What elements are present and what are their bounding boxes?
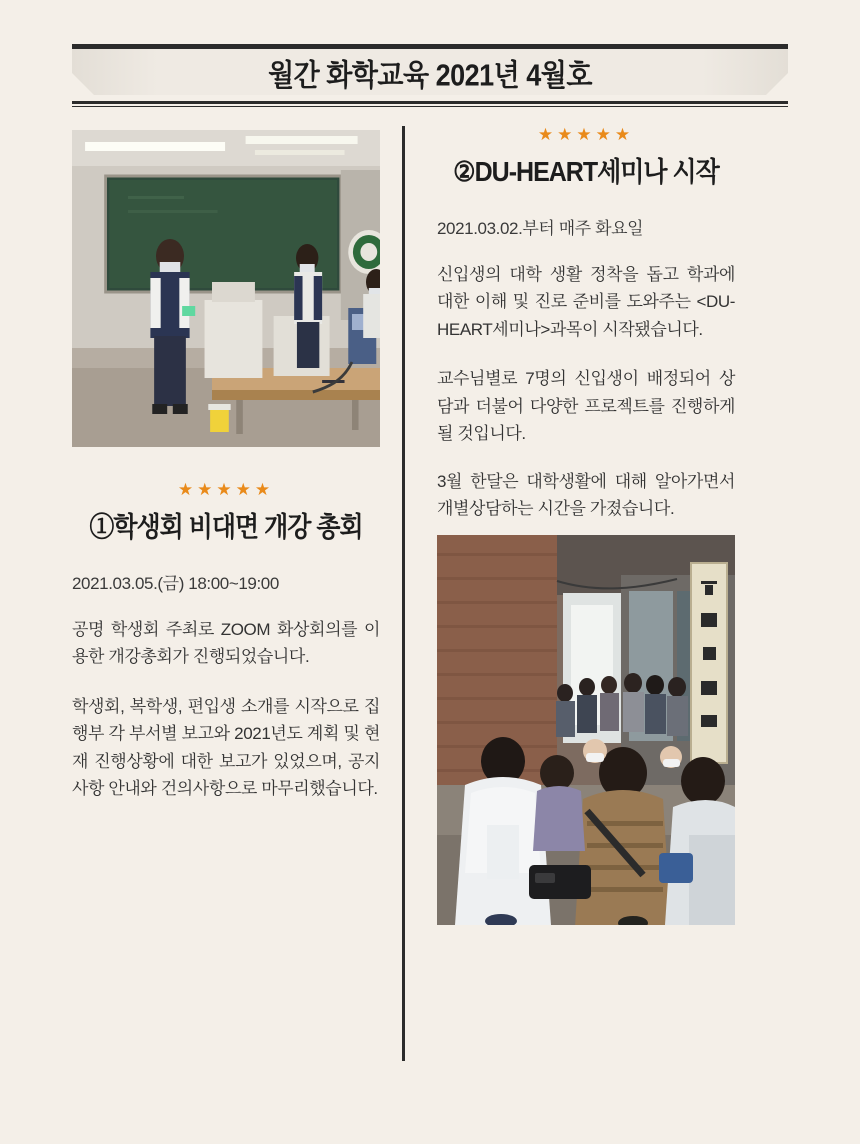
article-two-paragraph-2: 교수님별로 7명의 신입생이 배정되어 상담과 더불어 다양한 프로젝트를 진행하게 될 것입니다. [437,369,735,444]
right-column [405,126,735,1061]
article-one-headline: ①학생회 비대면 개강 총회 [89,511,363,543]
rating-stars: ★★★★★ [537,125,635,144]
columns-container [72,126,788,1061]
left-column [72,126,402,1061]
article-one-subline: 2021.03.05.(금) 18:00~19:00 [72,573,279,593]
rating-stars: ★★★★★ [177,480,275,499]
hallway-photo [437,535,735,925]
page-title: 월간 화학교육 2021년 4월호 [268,58,592,92]
article-one [72,481,380,803]
masthead [72,44,788,104]
masthead-rule-bottom-thin [72,106,788,107]
article-two-headline: ②DU-HEART세미나 시작 [453,156,719,188]
article-one-paragraph-1: 공명 학생회 주최로 ZOOM 화상회의를 이용한 개강총회가 진행되었습니다. [72,619,380,667]
masthead-band [72,49,788,95]
article-two-paragraph-1: 신입생의 대학 생활 정착을 돕고 학과에 대한 이해 및 진로 준비를 도와주는 <DU-HEART세미나>과목이 시작됐습니다. [437,264,735,339]
article-two-subline: 2021.03.02.부터 매주 화요일 [437,218,644,238]
article-two-paragraph-3: 3월 한달은 대학생활에 대해 알아가면서 개별상담하는 시간을 가졌습니다. [437,471,735,519]
article-two [437,126,735,523]
article-one-paragraph-2: 학생회, 복학생, 편입생 소개를 시작으로 집행부 각 부서별 보고와 2021년도 계획 및 현재 진행상황에 대한 보고가 있었으며, 공지사항 안내와 건의사항으로 마무리했습니다. [72,696,380,799]
classroom-photo [72,130,380,447]
masthead-rule-bottom [72,101,788,104]
newsletter-page [0,44,860,1144]
